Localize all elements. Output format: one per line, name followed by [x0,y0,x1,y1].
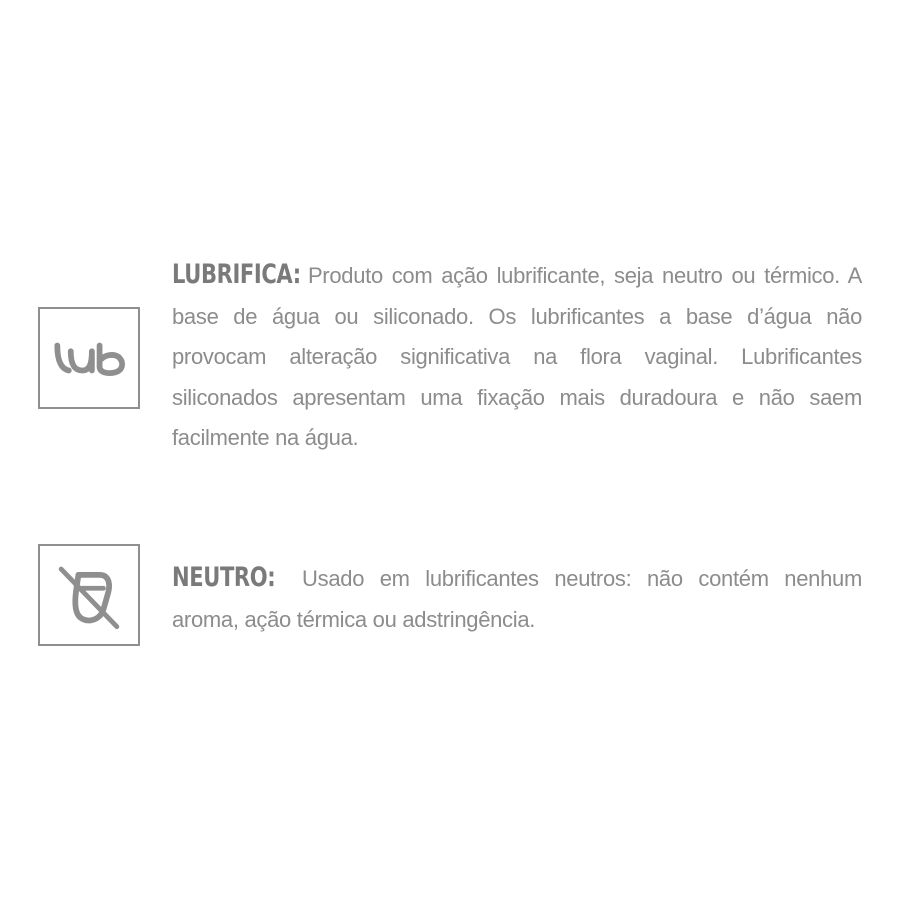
feature-text [172,255,862,459]
feature-label: NEUTRO: [172,562,276,593]
feature-label: LUBRIFICA: [172,259,301,290]
feature-description: Produto com ação lubrificante, seja neutro ou térmico. A base de água ou siliconado. Os lubrificantes a base d’água não provocam alteração significativa na flora vaginal. Lubrificantes siliconados apresentam uma fixação mais duradoura e não saem facilmente na água. [172,263,863,450]
feature-text [172,558,862,640]
neutral-drop-icon-graphic [40,546,138,644]
lub-icon [38,307,140,409]
feature-description: Usado em lubrificantes neutros: não contém nenhum aroma, ação térmica ou adstringência. [172,566,863,632]
lub-icon-graphic [40,309,138,407]
neutral-drop-icon [38,544,140,646]
